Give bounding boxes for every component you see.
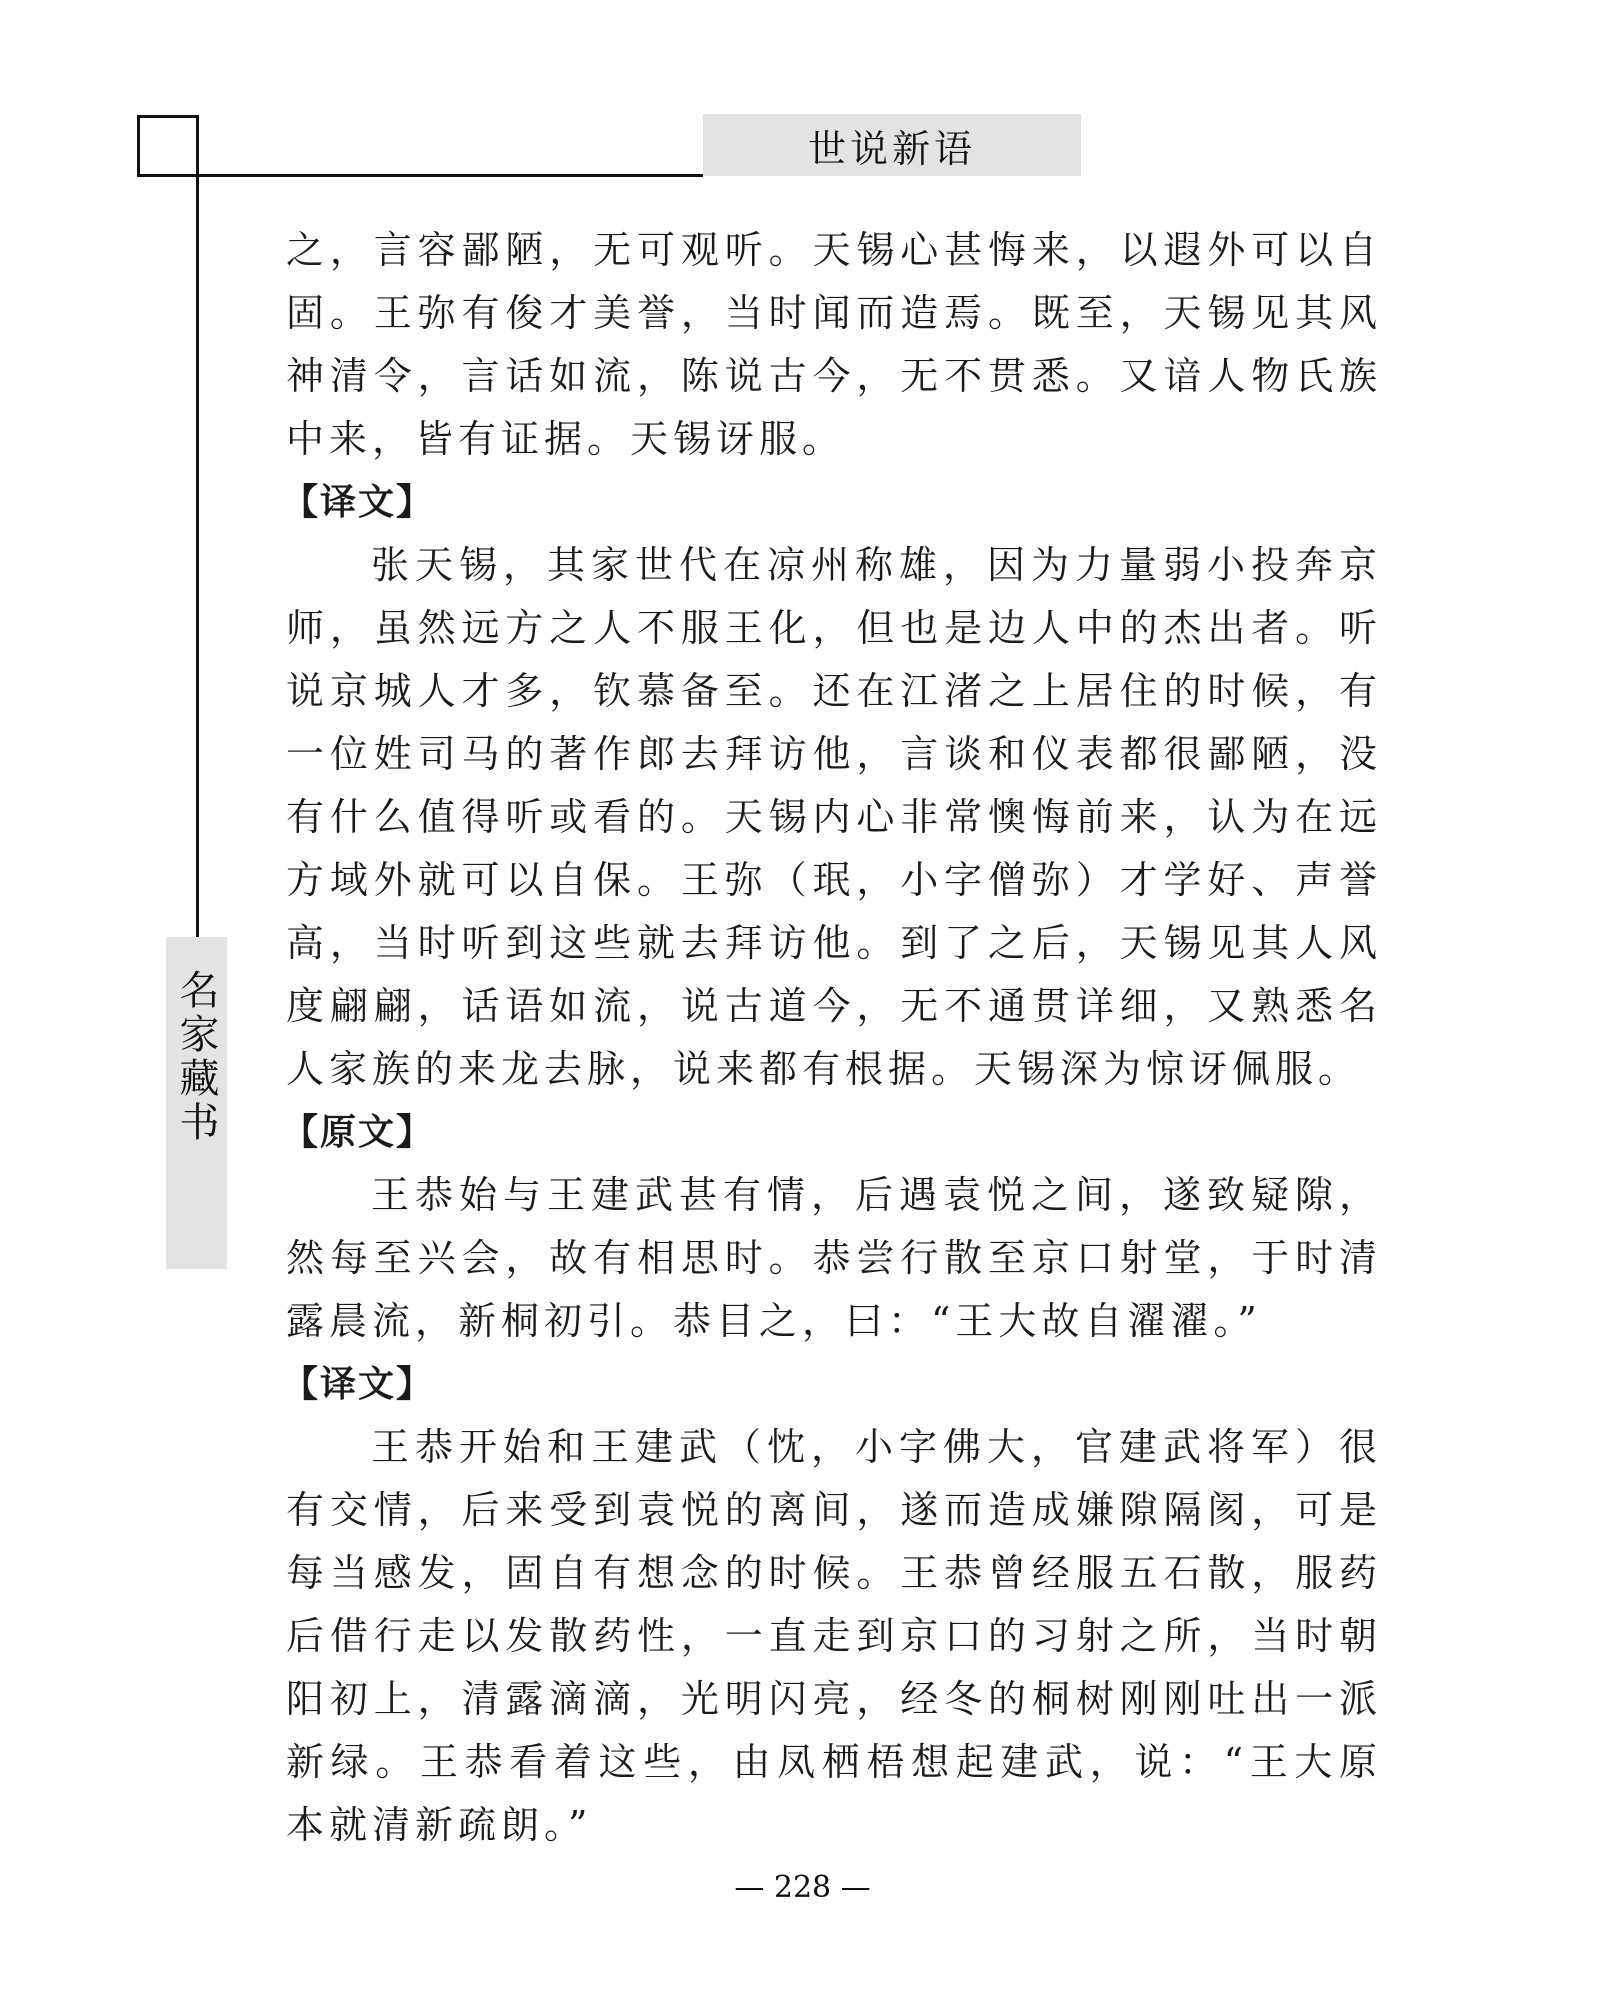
- book-title: 世说新语: [807, 126, 976, 171]
- side-tab-label: 名家藏书: [173, 969, 219, 1145]
- corner-frame-box: [137, 115, 199, 177]
- section-heading-translation: 【译文】: [282, 482, 435, 523]
- frame-vertical-line: [196, 115, 199, 937]
- side-tab: [166, 937, 227, 1269]
- section-heading-translation: 【译文】: [282, 1364, 435, 1405]
- running-header: [703, 114, 1081, 176]
- translation-paragraph: 张天锡，其家世代在凉州称雄，因为力量弱小投奔京师，虽然远方之人不服王化，但也是边人中的杰出者。听说京城人才多，钦慕备至。还在江渚之上居住的时候，有一位姓司马的著作郎去拜访他，言谈和仪表都很鄙陋，没有什么值得听或看的。天锡内心非常懊悔前来，认为在远方域外就可以自保。王弥（珉，小字僧弥）才学好、声誉高，当时听到这些就去拜访他。到了之后，天锡见其人风度翩翩，话语如流，说古道今，无不通贯详细，又熟悉名人家族的来龙去脉，说来都有根据。天锡深为惊讶佩服。: [286, 543, 1382, 1091]
- translation-paragraph: 王恭开始和王建武（忱，小字佛大，官建武将军）很有交情，后来受到袁悦的离间，遂而造成嫌隙隔阂，可是每当感发，固自有想念的时候。王恭曾经服五石散，服药后借行走以发散药性，一直走到京口的习射之所，当时朝阳初上，清露滴滴，光明闪亮，经冬的桐树刚刚吐出一派新绿。王恭看着这些，由凤栖梧想起建武，说：“王大原本就清新疏朗。”: [286, 1425, 1382, 1847]
- frame-horizontal-line: [137, 174, 703, 177]
- original-paragraph: 王恭始与王建武甚有情，后遇袁悦之间，遂致疑隙，然每至兴会，故有相思时。恭尝行散至京口射堂，于时清露晨流，新桐初引。恭目之，曰：“王大故自濯濯。”: [286, 1173, 1382, 1343]
- page-body: [282, 219, 1382, 1857]
- page-number: — 228 —: [734, 1870, 871, 1905]
- original-text-continued: 之，言容鄙陋，无可观听。天锡心甚悔来，以遐外可以自固。王弥有俊才美誉，当时闻而造焉。既至，天锡见其风神清令，言话如流，陈说古今，无不贯悉。又谙人物氏族中来，皆有证据。天锡讶服。: [286, 228, 1382, 461]
- section-heading-original: 【原文】: [282, 1112, 435, 1153]
